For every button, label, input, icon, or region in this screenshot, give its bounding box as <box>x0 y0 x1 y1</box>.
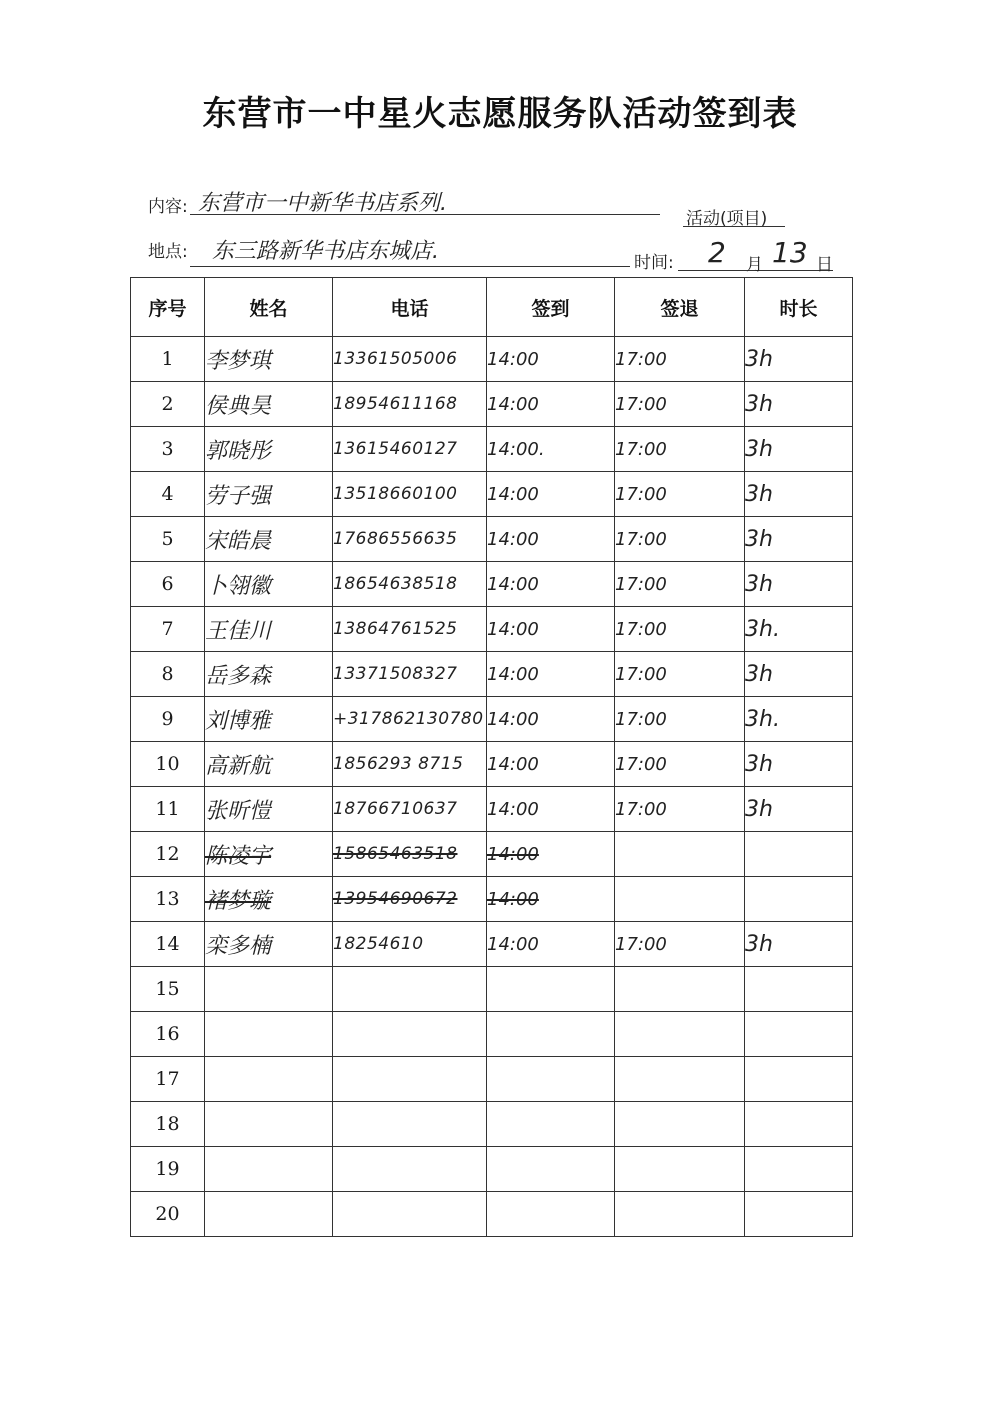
cell-seq <box>131 517 205 562</box>
cell-seq <box>131 652 205 697</box>
cell-name-text: 张昕愷 <box>205 798 272 824</box>
cell-signin-text: 14:00 <box>487 708 539 730</box>
table-row <box>131 1192 853 1237</box>
table-row <box>131 607 853 652</box>
page-title: 东营市一中星火志愿服务队活动签到表 <box>202 94 798 134</box>
cell-name-text: 刘博雅 <box>205 708 272 734</box>
cell-phone <box>333 787 487 832</box>
cell-duration-text: 3h <box>745 661 773 687</box>
cell-seq <box>131 922 205 967</box>
cell-duration <box>745 967 853 1012</box>
table-row <box>131 697 853 742</box>
table-row <box>131 1057 853 1102</box>
cell-signout-text: 17:00 <box>615 753 667 775</box>
content-label: 内容: <box>148 197 188 217</box>
cell-phone <box>333 832 487 877</box>
cell-signin <box>487 967 615 1012</box>
cell-phone-text: 1856293 8715 <box>333 754 464 774</box>
table-row <box>131 1102 853 1147</box>
header-signin: 签到 <box>487 278 615 337</box>
cell-seq-text: 2 <box>161 393 174 415</box>
date-day: 13 <box>772 236 808 269</box>
cell-signin-text: 14:00 <box>487 528 539 550</box>
header-signout: 签退 <box>615 278 745 337</box>
table-row <box>131 427 853 472</box>
cell-signout-text: 17:00 <box>615 933 667 955</box>
cell-duration-text: 3h. <box>745 706 780 732</box>
date-month: 2 <box>708 236 726 269</box>
cell-duration <box>745 427 853 472</box>
cell-signout-text: 17:00 <box>615 618 667 640</box>
table-row <box>131 1147 853 1192</box>
cell-seq-text: 20 <box>155 1203 180 1225</box>
cell-signout <box>615 472 745 517</box>
cell-duration-text: 3h <box>745 346 773 372</box>
activity-label: 活动(项目) <box>686 209 768 229</box>
cell-signout <box>615 607 745 652</box>
cell-seq-text: 14 <box>155 933 180 955</box>
cell-name-text: 栾多楠 <box>205 933 272 959</box>
cell-duration <box>745 517 853 562</box>
cell-duration-text: 3h <box>745 571 773 597</box>
cell-signout <box>615 1192 745 1237</box>
cell-signin <box>487 787 615 832</box>
cell-name-text: 高新航 <box>205 753 272 779</box>
cell-name <box>205 1057 333 1102</box>
cell-signin-text: 14:00 <box>487 573 539 595</box>
cell-signin <box>487 382 615 427</box>
cell-name-text: 王佳川 <box>205 618 272 644</box>
cell-signin-text: 14:00 <box>487 663 539 685</box>
table-row <box>131 877 853 922</box>
cell-signout <box>615 517 745 562</box>
table-row <box>131 832 853 877</box>
cell-signin <box>487 1012 615 1057</box>
cell-seq-text: 17 <box>155 1068 180 1090</box>
cell-name-text: 卜翎徽 <box>205 573 272 599</box>
cell-signout <box>615 382 745 427</box>
cell-seq-text: 1 <box>161 348 174 370</box>
cell-name-text: 侯典昊 <box>205 393 272 419</box>
cell-seq <box>131 427 205 472</box>
cell-signin <box>487 337 615 382</box>
cell-duration-text: 3h <box>745 436 773 462</box>
cell-signout-text: 17:00 <box>615 483 667 505</box>
table-row <box>131 742 853 787</box>
cell-seq <box>131 337 205 382</box>
cell-signout-text: 17:00 <box>615 438 667 460</box>
cell-phone <box>333 562 487 607</box>
cell-seq-text: 8 <box>161 663 174 685</box>
cell-duration <box>745 337 853 382</box>
cell-phone-text: 13371508327 <box>333 664 458 684</box>
cell-seq-text: 9 <box>161 708 174 730</box>
cell-duration <box>745 697 853 742</box>
cell-seq-text: 5 <box>161 528 174 550</box>
cell-seq-text: 16 <box>155 1023 180 1045</box>
cell-signout <box>615 1147 745 1192</box>
cell-phone <box>333 742 487 787</box>
cell-signout-text: 17:00 <box>615 708 667 730</box>
cell-phone-text: 13864761525 <box>333 619 458 639</box>
cell-phone-text: 18254610 <box>333 934 424 954</box>
cell-seq-text: 13 <box>155 888 180 910</box>
cell-signin <box>487 562 615 607</box>
cell-seq <box>131 607 205 652</box>
cell-signout <box>615 877 745 922</box>
cell-name-text: 劳子强 <box>205 483 272 509</box>
cell-signin-text: 14:00 <box>487 888 539 910</box>
cell-seq <box>131 1102 205 1147</box>
month-unit: 月 <box>746 255 763 275</box>
cell-phone <box>333 472 487 517</box>
table-row <box>131 922 853 967</box>
table-row <box>131 787 853 832</box>
table-row <box>131 562 853 607</box>
cell-phone <box>333 1102 487 1147</box>
cell-name <box>205 1012 333 1057</box>
cell-seq-text: 4 <box>161 483 174 505</box>
cell-name-text: 李梦琪 <box>205 348 272 374</box>
cell-phone-text: 13954690672 <box>333 889 458 909</box>
content-value: 东营市一中新华书店系列. <box>198 191 447 216</box>
cell-signin-text: 14:00 <box>487 483 539 505</box>
cell-signin <box>487 427 615 472</box>
cell-duration <box>745 877 853 922</box>
cell-phone-text: 13518660100 <box>333 484 458 504</box>
table-row <box>131 517 853 562</box>
cell-seq-text: 10 <box>155 753 180 775</box>
cell-duration-text: 3h <box>745 391 773 417</box>
cell-seq <box>131 877 205 922</box>
cell-signin-text: 14:00 <box>487 393 539 415</box>
table-header-row <box>131 278 853 337</box>
header-name: 姓名 <box>205 278 333 337</box>
cell-name <box>205 787 333 832</box>
cell-phone-text: 13615460127 <box>333 439 458 459</box>
cell-duration <box>745 832 853 877</box>
cell-name-text: 岳多森 <box>205 663 272 689</box>
cell-name <box>205 1147 333 1192</box>
cell-seq-text: 7 <box>161 618 174 640</box>
cell-signout <box>615 337 745 382</box>
location-label: 地点: <box>148 242 188 262</box>
cell-seq-text: 19 <box>155 1158 180 1180</box>
table-row <box>131 337 853 382</box>
cell-seq <box>131 1012 205 1057</box>
cell-signin-text: 14:00 <box>487 618 539 640</box>
cell-seq-text: 18 <box>155 1113 180 1135</box>
header-seq: 序号 <box>131 278 205 337</box>
cell-signin <box>487 1192 615 1237</box>
cell-signout <box>615 1012 745 1057</box>
cell-name <box>205 472 333 517</box>
cell-name <box>205 517 333 562</box>
cell-name <box>205 922 333 967</box>
activity-underline <box>683 204 785 227</box>
cell-duration <box>745 472 853 517</box>
cell-signin <box>487 1102 615 1147</box>
cell-signout-text: 17:00 <box>615 348 667 370</box>
cell-phone <box>333 607 487 652</box>
cell-name <box>205 877 333 922</box>
cell-phone-text: 18766710637 <box>333 799 458 819</box>
cell-signin-text: 14:00 <box>487 798 539 820</box>
cell-seq <box>131 967 205 1012</box>
cell-phone <box>333 517 487 562</box>
cell-phone <box>333 1012 487 1057</box>
cell-signout <box>615 562 745 607</box>
cell-duration <box>745 382 853 427</box>
location-value: 东三路新华书店东城店. <box>212 239 439 264</box>
cell-phone-text: 17686556635 <box>333 529 458 549</box>
cell-duration <box>745 562 853 607</box>
cell-signout-text: 17:00 <box>615 573 667 595</box>
cell-name <box>205 427 333 472</box>
cell-signin <box>487 652 615 697</box>
cell-duration-text: 3h <box>745 796 773 822</box>
cell-phone-text: 18654638518 <box>333 574 458 594</box>
cell-duration-text: 3h. <box>745 616 780 642</box>
cell-duration <box>745 1102 853 1147</box>
cell-phone <box>333 1057 487 1102</box>
cell-signin <box>487 832 615 877</box>
cell-duration <box>745 1012 853 1057</box>
cell-phone <box>333 427 487 472</box>
header-phone: 电话 <box>333 278 487 337</box>
cell-phone <box>333 1147 487 1192</box>
cell-seq <box>131 832 205 877</box>
cell-name <box>205 967 333 1012</box>
cell-signin-text: 14:00 <box>487 348 539 370</box>
cell-phone-text: 13361505006 <box>333 349 458 369</box>
cell-signin-text: 14:00 <box>487 753 539 775</box>
cell-seq-text: 11 <box>155 798 180 820</box>
cell-signout <box>615 652 745 697</box>
signin-table <box>130 277 853 1237</box>
cell-duration-text: 3h <box>745 751 773 777</box>
cell-duration-text: 3h <box>745 931 773 957</box>
cell-signin-text: 14:00 <box>487 843 539 865</box>
cell-duration <box>745 787 853 832</box>
cell-name <box>205 1102 333 1147</box>
table-row <box>131 967 853 1012</box>
cell-signin <box>487 1057 615 1102</box>
cell-signout <box>615 697 745 742</box>
cell-signout-text: 17:00 <box>615 663 667 685</box>
cell-signin <box>487 877 615 922</box>
cell-seq-text: 3 <box>161 438 174 460</box>
cell-name <box>205 697 333 742</box>
cell-phone <box>333 337 487 382</box>
cell-name <box>205 382 333 427</box>
table-row <box>131 472 853 517</box>
day-unit: 日 <box>816 255 833 275</box>
cell-signin <box>487 922 615 967</box>
cell-phone <box>333 922 487 967</box>
cell-duration <box>745 607 853 652</box>
time-label: 时间: <box>634 253 674 273</box>
cell-seq <box>131 787 205 832</box>
cell-duration-text: 3h <box>745 526 773 552</box>
cell-name <box>205 562 333 607</box>
table-row <box>131 382 853 427</box>
table-row <box>131 1012 853 1057</box>
cell-duration <box>745 1192 853 1237</box>
cell-seq <box>131 382 205 427</box>
cell-signout-text: 17:00 <box>615 393 667 415</box>
cell-seq <box>131 697 205 742</box>
cell-duration <box>745 652 853 697</box>
cell-signout <box>615 922 745 967</box>
cell-signin <box>487 697 615 742</box>
cell-name-text: 郭晓彤 <box>205 438 272 464</box>
cell-name-text: 陈凌宇 <box>205 843 272 869</box>
cell-signin <box>487 607 615 652</box>
cell-phone <box>333 382 487 427</box>
cell-name-text: 褚梦璇 <box>205 888 272 914</box>
cell-signin-text: 14:00. <box>487 438 545 460</box>
cell-name <box>205 337 333 382</box>
cell-signin <box>487 742 615 787</box>
cell-seq <box>131 742 205 787</box>
cell-name <box>205 832 333 877</box>
cell-seq <box>131 1147 205 1192</box>
cell-seq-text: 15 <box>155 978 180 1000</box>
cell-name <box>205 652 333 697</box>
table-body <box>131 337 853 1237</box>
cell-duration-text: 3h <box>745 481 773 507</box>
cell-duration <box>745 1057 853 1102</box>
cell-phone <box>333 652 487 697</box>
cell-phone <box>333 877 487 922</box>
cell-signout-text: 17:00 <box>615 798 667 820</box>
cell-phone-text: 18954611168 <box>333 394 458 414</box>
cell-signin <box>487 517 615 562</box>
table-row <box>131 652 853 697</box>
cell-signin-text: 14:00 <box>487 933 539 955</box>
header-duration: 时长 <box>745 278 853 337</box>
cell-signout <box>615 1102 745 1147</box>
cell-seq-text: 6 <box>161 573 174 595</box>
cell-phone <box>333 967 487 1012</box>
cell-signout-text: 17:00 <box>615 528 667 550</box>
cell-seq <box>131 1192 205 1237</box>
cell-name <box>205 607 333 652</box>
cell-phone <box>333 697 487 742</box>
cell-signout <box>615 427 745 472</box>
cell-signout <box>615 742 745 787</box>
cell-signout <box>615 832 745 877</box>
cell-name <box>205 1192 333 1237</box>
cell-seq <box>131 1057 205 1102</box>
cell-signin <box>487 472 615 517</box>
cell-signout <box>615 967 745 1012</box>
cell-name <box>205 742 333 787</box>
cell-name-text: 宋皓晨 <box>205 528 272 554</box>
cell-signin <box>487 1147 615 1192</box>
cell-duration <box>745 922 853 967</box>
cell-phone-text: 15865463518 <box>333 844 458 864</box>
cell-seq-text: 12 <box>155 843 180 865</box>
cell-signout <box>615 787 745 832</box>
cell-signout <box>615 1057 745 1102</box>
cell-seq <box>131 562 205 607</box>
cell-phone <box>333 1192 487 1237</box>
cell-phone-text: +317862130780 <box>333 709 484 729</box>
cell-duration <box>745 1147 853 1192</box>
cell-duration <box>745 742 853 787</box>
cell-seq <box>131 472 205 517</box>
